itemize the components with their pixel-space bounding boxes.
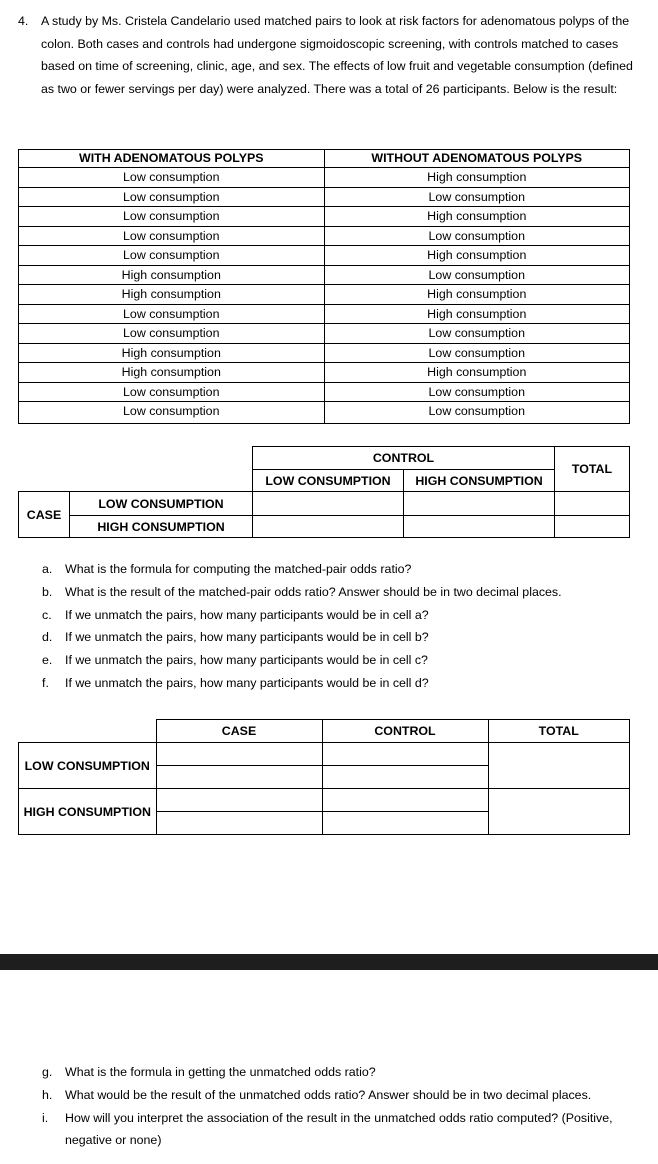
header-without-polyps: WITHOUT ADENOMATOUS POLYPS [324,150,630,168]
matched-col-low: LOW CONSUMPTION [253,470,404,492]
control-cell: High consumption [324,207,630,227]
table-row [19,187,630,207]
table-row [19,226,630,246]
unmatched-cell-c2[interactable] [156,812,322,835]
unmatched-case-header: CASE [156,720,322,743]
table-row [19,304,630,324]
unmatched-row-low: LOW CONSUMPTION [19,743,157,789]
questions-g-i [42,1061,632,1152]
control-cell: High consumption [324,168,630,188]
matched-cell-b[interactable] [404,492,555,516]
page-break-bar [0,954,658,970]
header-with-polyps: WITH ADENOMATOUS POLYPS [19,150,325,168]
pairs-table-header [19,150,630,168]
question-i: i. How will you interpret the association of the result in the unmatched odds ratio computed? (Positive, negative or none) [42,1110,613,1148]
unmatched-row-high: HIGH CONSUMPTION [19,789,157,835]
question-e: e. If we unmatch the pairs, how many participants would be in cell c? [42,653,428,668]
case-cell: High consumption [19,363,325,383]
unmatched-control-header: CONTROL [322,720,488,743]
table-row [19,343,630,363]
unmatched-total-high[interactable] [488,789,630,835]
matched-total-high[interactable] [555,516,630,538]
table-row [19,265,630,285]
control-cell: Low consumption [324,187,630,207]
table-row [19,168,630,188]
matched-control-header: CONTROL [253,447,555,470]
matched-row-high: HIGH CONSUMPTION [70,516,253,538]
control-cell: Low consumption [324,382,630,402]
case-cell: High consumption [19,343,325,363]
table-row [19,382,630,402]
matched-table [18,446,630,538]
question-number: 4. [18,14,29,28]
control-cell: Low consumption [324,265,630,285]
unmatched-cell-b1[interactable] [322,743,488,766]
case-cell: High consumption [19,265,325,285]
question-a: a. What is the formula for computing the matched-pair odds ratio? [42,562,412,576]
control-cell: Low consumption [324,402,630,424]
case-cell: Low consumption [19,324,325,344]
question-d: d. If we unmatch the pairs, how many participants would be in cell b? [42,630,429,645]
pairs-table-body [19,168,630,424]
control-cell: Low consumption [324,226,630,246]
control-cell: High consumption [324,304,630,324]
case-cell: Low consumption [19,187,325,207]
control-cell: High consumption [324,363,630,383]
unmatched-cell-d1[interactable] [322,789,488,812]
matched-cell-a[interactable] [253,492,404,516]
unmatched-cell-a1[interactable] [156,743,322,766]
unmatched-cell-c1[interactable] [156,789,322,812]
question-f: f. If we unmatch the pairs, how many participants would be in cell d? [42,675,429,690]
unmatched-cell-b2[interactable] [322,766,488,789]
table-row [19,246,630,266]
matched-cell-d[interactable] [404,516,555,538]
case-cell: Low consumption [19,246,325,266]
case-cell: Low consumption [19,168,325,188]
matched-col-high: HIGH CONSUMPTION [404,470,555,492]
unmatched-table [18,719,630,835]
case-cell: High consumption [19,285,325,305]
matched-total-low[interactable] [555,492,630,516]
table-row [19,402,630,424]
unmatched-total-header: TOTAL [488,720,630,743]
control-cell: Low consumption [324,324,630,344]
unmatched-corner [19,720,157,743]
table-row [19,363,630,383]
matched-table-corner [19,447,253,492]
table-row [19,285,630,305]
control-cell: Low consumption [324,343,630,363]
case-cell: Low consumption [19,304,325,324]
matched-row-low: LOW CONSUMPTION [70,492,253,516]
matched-case-label: CASE [19,492,70,538]
case-cell: Low consumption [19,402,325,424]
case-cell: Low consumption [19,382,325,402]
question-h: h. What would be the result of the unmatched odds ratio? Answer should be in two decimal places. [42,1087,592,1102]
control-cell: High consumption [324,246,630,266]
questions-a-f [42,558,562,695]
table-row [19,324,630,344]
control-cell: High consumption [324,285,630,305]
unmatched-cell-a2[interactable] [156,766,322,789]
table-row [19,207,630,227]
question-text: A study by Ms. Cristela Candelario used matched pairs to look at risk factors for adenomatous polyps of the colon. Both cases and controls had undergone sigmoidoscopic screening, with controls matched to cases based on time of screening, clinic, age, and sex. The effects of low fruit and vegetable consumption (defined as two or fewer servings per day) were analyzed. There was a total of 26 participants. Below is the result: [41,14,633,96]
question-c: c. If we unmatch the pairs, how many participants would be in cell a? [42,607,429,622]
pairs-table [18,149,630,424]
unmatched-cell-d2[interactable] [322,812,488,835]
matched-cell-c[interactable] [253,516,404,538]
case-cell: Low consumption [19,226,325,246]
unmatched-total-low[interactable] [488,743,630,789]
question-g: g. What is the formula in getting the unmatched odds ratio? [42,1065,376,1079]
question-b: b. What is the result of the matched-pair odds ratio? Answer should be in two decimal places. [42,584,562,599]
case-cell: Low consumption [19,207,325,227]
matched-total-header: TOTAL [555,447,630,492]
